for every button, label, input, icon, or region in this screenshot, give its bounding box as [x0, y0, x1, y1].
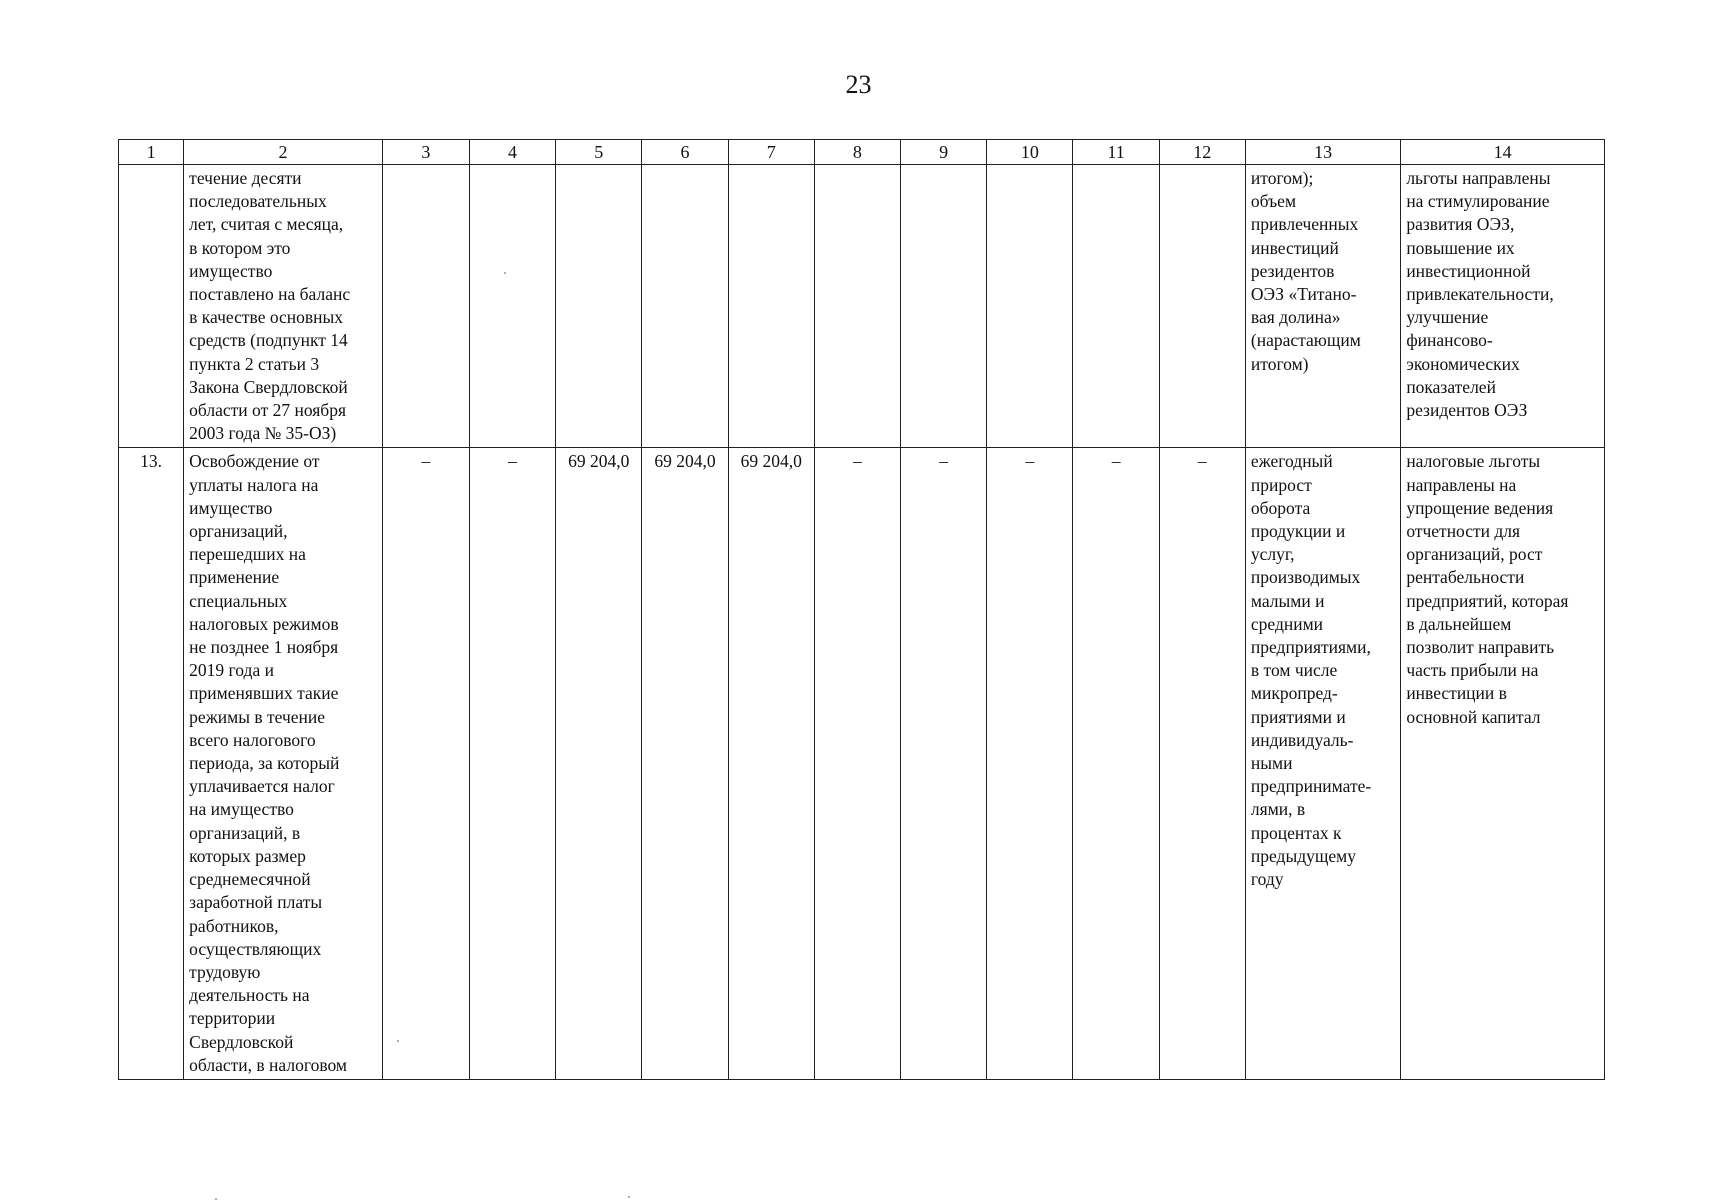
indicator-description [1245, 448, 1400, 1079]
text-line: году [1250, 869, 1284, 890]
text-line: предпринимате- [1250, 776, 1372, 797]
text-line: (нарастающим [1250, 330, 1361, 351]
value-cell: – [814, 448, 900, 1079]
text-line: направлены на [1406, 474, 1517, 495]
text-line: средств (подпункт 14 [189, 330, 348, 351]
text-line: средними [1250, 613, 1324, 634]
text-line: лет, считая с месяца, [189, 214, 344, 235]
value-cell: 69 204,0 [642, 448, 728, 1079]
text-line: финансово- [1406, 330, 1493, 351]
text-line: области, в налоговом [189, 1054, 347, 1075]
row-number: 13. [119, 448, 184, 1079]
column-number: 14 [1401, 140, 1605, 165]
text-line: области от 27 ноября [189, 400, 346, 421]
text-line: в том числе [1250, 660, 1338, 681]
text-line: Свердловской [189, 1031, 294, 1052]
value-cell [728, 165, 814, 448]
value-cell [382, 165, 469, 448]
text-line: осуществляющих [189, 938, 322, 959]
text-line: налоговых режимов [189, 613, 339, 634]
text-line: ными [1250, 753, 1293, 774]
text-line: деятельность на [189, 985, 310, 1006]
text-line: не позднее 1 ноября [189, 637, 339, 658]
text-line: уплаты налога на [189, 474, 319, 495]
value-cell [1159, 165, 1245, 448]
column-number: 13 [1245, 140, 1400, 165]
text-line: инвестиций [1250, 237, 1339, 258]
text-line: резидентов [1250, 260, 1335, 281]
scan-speck [628, 1196, 630, 1198]
text-line: заработной платы [189, 892, 323, 913]
text-line: применение [189, 567, 280, 588]
value-cell [469, 165, 555, 448]
column-number: 9 [901, 140, 987, 165]
column-number: 12 [1159, 140, 1245, 165]
text-line: на имущество [189, 799, 294, 820]
text-line: трудовую [189, 961, 261, 982]
text-line: рентабельности [1406, 567, 1525, 588]
text-line: повышение их [1406, 237, 1515, 258]
value-cell: – [469, 448, 555, 1079]
column-number: 5 [556, 140, 642, 165]
column-number: 8 [814, 140, 900, 165]
text-line: последовательных [189, 191, 327, 212]
text-line: итогом); [1250, 168, 1314, 188]
column-number: 1 [119, 140, 184, 165]
text-line: организаций, рост [1406, 544, 1543, 565]
text-line: территории [189, 1008, 276, 1029]
text-line: предприятий, которая [1406, 590, 1569, 611]
text-line: процентах к [1250, 822, 1342, 843]
text-line: индивидуаль- [1250, 729, 1354, 750]
text-line: микропред- [1250, 683, 1338, 704]
text-line: итогом) [1250, 353, 1309, 374]
text-line: уплачивается налог [189, 776, 335, 797]
text-line: всего налогового [189, 729, 316, 750]
text-line: предыдущему [1250, 845, 1356, 866]
text-line: продукции и [1250, 521, 1346, 542]
value-cell: – [382, 448, 469, 1079]
text-line: вая долина» [1250, 307, 1341, 328]
text-line: в дальнейшем [1406, 613, 1512, 634]
text-line: применявших такие [189, 683, 339, 704]
column-number-row [119, 140, 1605, 165]
text-line: среднемесячной [189, 869, 311, 890]
text-line: имущество [189, 497, 273, 518]
value-cell [987, 165, 1073, 448]
text-line: на стимулирование [1406, 191, 1550, 212]
text-line: отчетности для [1406, 521, 1521, 542]
text-line: привлекательности, [1406, 284, 1554, 305]
column-number: 2 [184, 140, 383, 165]
page-number: 23 [845, 70, 872, 99]
text-line: упрощение ведения [1406, 497, 1554, 518]
column-number: 11 [1073, 140, 1159, 165]
text-line: ОЭЗ «Титано- [1250, 284, 1357, 305]
column-number: 3 [382, 140, 469, 165]
value-cell [901, 165, 987, 448]
column-number: 6 [642, 140, 728, 165]
value-cell: 69 204,0 [556, 448, 642, 1079]
goal-description [1401, 165, 1605, 448]
text-line: ежегодный [1250, 451, 1333, 472]
text-line: работников, [189, 915, 279, 936]
value-cell: 69 204,0 [728, 448, 814, 1079]
value-cell: – [1159, 448, 1245, 1079]
benefit-description [184, 448, 383, 1079]
text-line: часть прибыли на [1406, 660, 1539, 681]
text-line: инвестиции в [1406, 683, 1507, 704]
indicator-description [1245, 165, 1400, 448]
text-line: лями, в [1250, 799, 1306, 820]
text-line: в качестве основных [189, 307, 344, 328]
text-line: Закона Свердловской [189, 376, 348, 397]
text-line: режимы в течение [189, 706, 326, 727]
benefits-table [118, 139, 1605, 1080]
text-line: организаций, [189, 521, 288, 542]
value-cell [642, 165, 728, 448]
text-line: привлеченных [1250, 214, 1359, 235]
table-row [119, 165, 1605, 448]
text-line: 2019 года и [189, 660, 274, 681]
text-line: специальных [189, 590, 288, 611]
text-line: услуг, [1250, 544, 1295, 565]
text-line: приятиями и [1250, 706, 1346, 727]
text-line: резидентов ОЭЗ [1406, 400, 1528, 421]
text-line: показателей [1406, 376, 1496, 397]
value-cell [556, 165, 642, 448]
text-line: оборота [1250, 497, 1311, 518]
text-line: развития ОЭЗ, [1406, 214, 1515, 235]
text-line: пункта 2 статьи 3 [189, 353, 320, 374]
value-cell: – [987, 448, 1073, 1079]
text-line: перешедших на [189, 544, 306, 565]
text-line: Освобождение от [189, 451, 320, 472]
text-line: инвестиционной [1406, 260, 1531, 281]
column-number: 10 [987, 140, 1073, 165]
text-line: поставлено на баланс [189, 284, 351, 305]
text-line: малыми и [1250, 590, 1325, 611]
column-number: 7 [728, 140, 814, 165]
text-line: периода, за который [189, 753, 340, 774]
text-line: производимых [1250, 567, 1361, 588]
value-cell: – [901, 448, 987, 1079]
value-cell [1073, 165, 1159, 448]
text-line: которых размер [189, 845, 306, 866]
text-line: улучшение [1406, 307, 1489, 328]
value-cell [814, 165, 900, 448]
benefit-description [184, 165, 383, 448]
text-line: течение десяти [189, 168, 302, 188]
text-line: позволит направить [1406, 637, 1555, 658]
text-line: в котором это [189, 237, 291, 258]
value-cell: – [1073, 448, 1159, 1079]
text-line: объем [1250, 191, 1297, 212]
table-row [119, 448, 1605, 1079]
text-line: льготы направлены [1406, 168, 1551, 188]
column-number: 4 [469, 140, 555, 165]
scan-speck [504, 272, 506, 274]
text-line: прирост [1250, 474, 1312, 495]
text-line: основной капитал [1406, 706, 1541, 727]
scan-speck [397, 1040, 399, 1042]
text-line: организаций, в [189, 822, 301, 843]
text-line: 2003 года № 35-ОЗ) [189, 423, 337, 444]
text-line: предприятиями, [1250, 637, 1371, 658]
text-line: налоговые льготы [1406, 451, 1541, 472]
row-number [119, 165, 184, 448]
goal-description [1401, 448, 1605, 1079]
text-line: экономических [1406, 353, 1520, 374]
text-line: имущество [189, 260, 273, 281]
